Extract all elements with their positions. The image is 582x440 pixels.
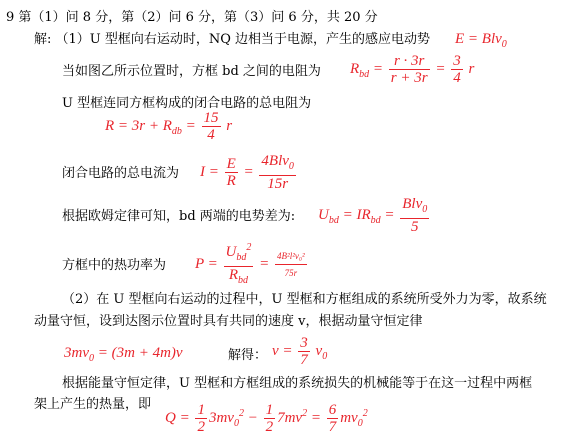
rbd-equation: $R_{bd}$ = $\frac{r \cdot 3r}{r + 3r}$ = $\frac{3}{4}$ r bbox=[350, 53, 475, 86]
energy-equation: Q = $\frac{1}{2}$ $3mv_0^2$ − $\frac{1}{2}$ $7mv^2$ = $\frac{6}{7}$ $mv_0^2$ bbox=[165, 402, 368, 435]
part2-text-line2: 动量守恒，设到达图示位置时具有共同的速度 v，根据动量守恒定律 bbox=[34, 314, 423, 329]
current-text: 闭合电路的总电流为 bbox=[62, 166, 180, 181]
score-header: 9 第（1）问 8 分，第（2）问 6 分，第（3）问 6 分，共 20 分 bbox=[6, 10, 378, 25]
part1-intro: 解: （1）U 型框向右运动时，NQ 边相当于电源，产生的感应电动势 bbox=[34, 32, 431, 47]
part3-text-line2: 架上产生的热量，即 bbox=[34, 397, 152, 412]
voltage-equation: $U_{bd} = IR_{bd}$ = $\frac{Blv_0}{5}$ bbox=[318, 196, 428, 235]
part3-text-line1: 根据能量守恒定律，U 型框和方框组成的系统损失的机械能等于在这一过程中两框 bbox=[62, 376, 533, 391]
solve-equation: v = $\frac{3}{7}$ $v_0$ bbox=[272, 335, 328, 368]
resistance-text: 当如图乙所示位置时，方框 bd 之间的电阻为 bbox=[62, 64, 321, 79]
voltage-text: 根据欧姆定律可知，bd 两端的电势差为: bbox=[62, 209, 296, 224]
momentum-equation: $3mv_0 = (3m + 4m)v$ bbox=[64, 345, 183, 364]
total-resistance-equation: $R = 3r + R_{db}$ = $\frac{15}{4}$ r bbox=[105, 110, 233, 143]
part2-text-line1: （2）在 U 型框向右运动的过程中，U 型框和方框组成的系统所受外力为零，故系统 bbox=[62, 292, 547, 307]
power-text: 方框中的热功率为 bbox=[62, 258, 167, 273]
current-equation: I = $\frac{E}{R}$ = $\frac{4Blv_0}{15r}$ bbox=[200, 153, 294, 192]
total-resistance-text: U 型框连同方框构成的闭合电路的总电阻为 bbox=[62, 96, 312, 111]
power-equation: P = $\frac{U_{bd}^2}{R_{bd}}$ = $\frac{\text{4B²l²v₀²}}{75r}$ bbox=[195, 242, 305, 286]
emf-equation: E = Blv$_0$ bbox=[455, 31, 507, 50]
solve-label: 解得： bbox=[228, 348, 268, 363]
